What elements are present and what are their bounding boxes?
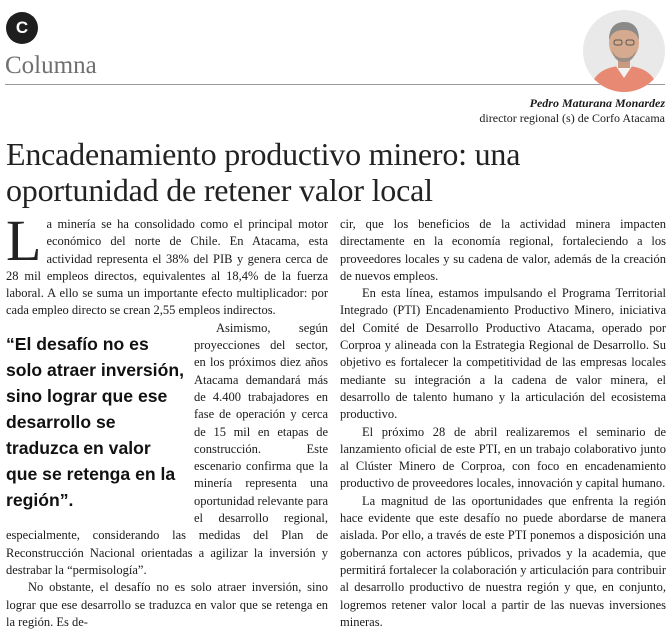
article-column-1 <box>6 208 328 631</box>
paragraph-3-continued: cir, que los beneficios de la actividad minera impacten directamente en la economía regional, fortaleciendo a los proveedores locales y su cadena de valor, además de la creación de nuevos empleos. <box>340 217 666 283</box>
author-name: Pedro Maturana Monardez <box>529 96 665 110</box>
article-column-2 <box>340 216 666 631</box>
paragraph-2: Asimismo, según proyecciones del sector, en los próximos diez años Atacama demandará más de 4.400 trabajadores en fase de operación y cerca de 15 mil en etapas de construcción. Este escenario confirma que la minería representa una oportunidad relevante para el desarrollo regional, especialmente, considerando las medidas del Plan de Reconstrucción Nacional orientadas a agilizar la inversión y destrabar la “permisología”. <box>6 320 328 577</box>
headline: Encadenamiento productivo minero: una oportunidad de retener valor local <box>6 136 521 208</box>
byline <box>479 96 665 126</box>
paragraph-3: No obstante, el desafío no es solo atraer inversión, sino lograr que ese desarrollo se traduzca en valor que se retenga en la región. Es de- <box>6 580 328 629</box>
paragraph-1: a minería se ha consolidado como el principal motor económico del norte de Chile. En Atacama, esta actividad representa el 38% del PIB y genera cerca de 28 mil empleos directos, equivalentes al 18,4% de la fuerza laboral. A ello se suma un importante efecto multiplicador: por cada empleo directo se crean 2,55 empleos indirectos. <box>6 217 328 318</box>
pull-quote: “El desafío no es solo atraer inversión, sino lograr que ese desarrollo se traduzca en valor que se retenga en la región”. <box>6 333 184 510</box>
column-badge-icon: C <box>6 12 38 44</box>
paragraph-4: En esta línea, estamos impulsando el Programa Territorial Integrado (PTI) Encadenamiento Productivo Minero, iniciativa del Comité de Desarrollo Productivo Atacama, operado por Corproa y alineada con la Estrategia Regional de Desarrollo. Su objetivo es fortalecer la competitividad de las empresas locales mediante su integración a la cadena de valor minera, el desarrollo de talento humano y la articulación del ecosistema productivo. <box>340 286 666 422</box>
section-label: Columna <box>5 52 97 79</box>
header-divider <box>5 84 665 85</box>
paragraph-5: El próximo 28 de abril realizaremos el seminario de lanzamiento oficial de este PTI, en un trabajo colaborativo junto al Clúster Minero de Corproa, con foco en encadenamiento productivo de proveedores locales, innovación y capital humano. <box>340 424 666 491</box>
author-portrait <box>583 10 665 92</box>
lead-paragraph <box>6 208 328 320</box>
paragraph-6: La magnitud de las oportunidades que enfrenta la región hace evidente que este desafío no puede abordarse de manera aislada. Por ello, a través de este PTI ponemos a disposición una gobernanza con actores públicos, privados y la academia, que permitirá fortalecer la colaboración y articulación para contribuir al desarrollo productivo de nuestra región y que, en conjunto, logremos retener valor local a partir de las nuevas inversiones mineras. <box>340 493 666 629</box>
author-role: director regional (s) de Corfo Atacama <box>479 111 665 125</box>
drop-cap: L <box>6 208 42 273</box>
